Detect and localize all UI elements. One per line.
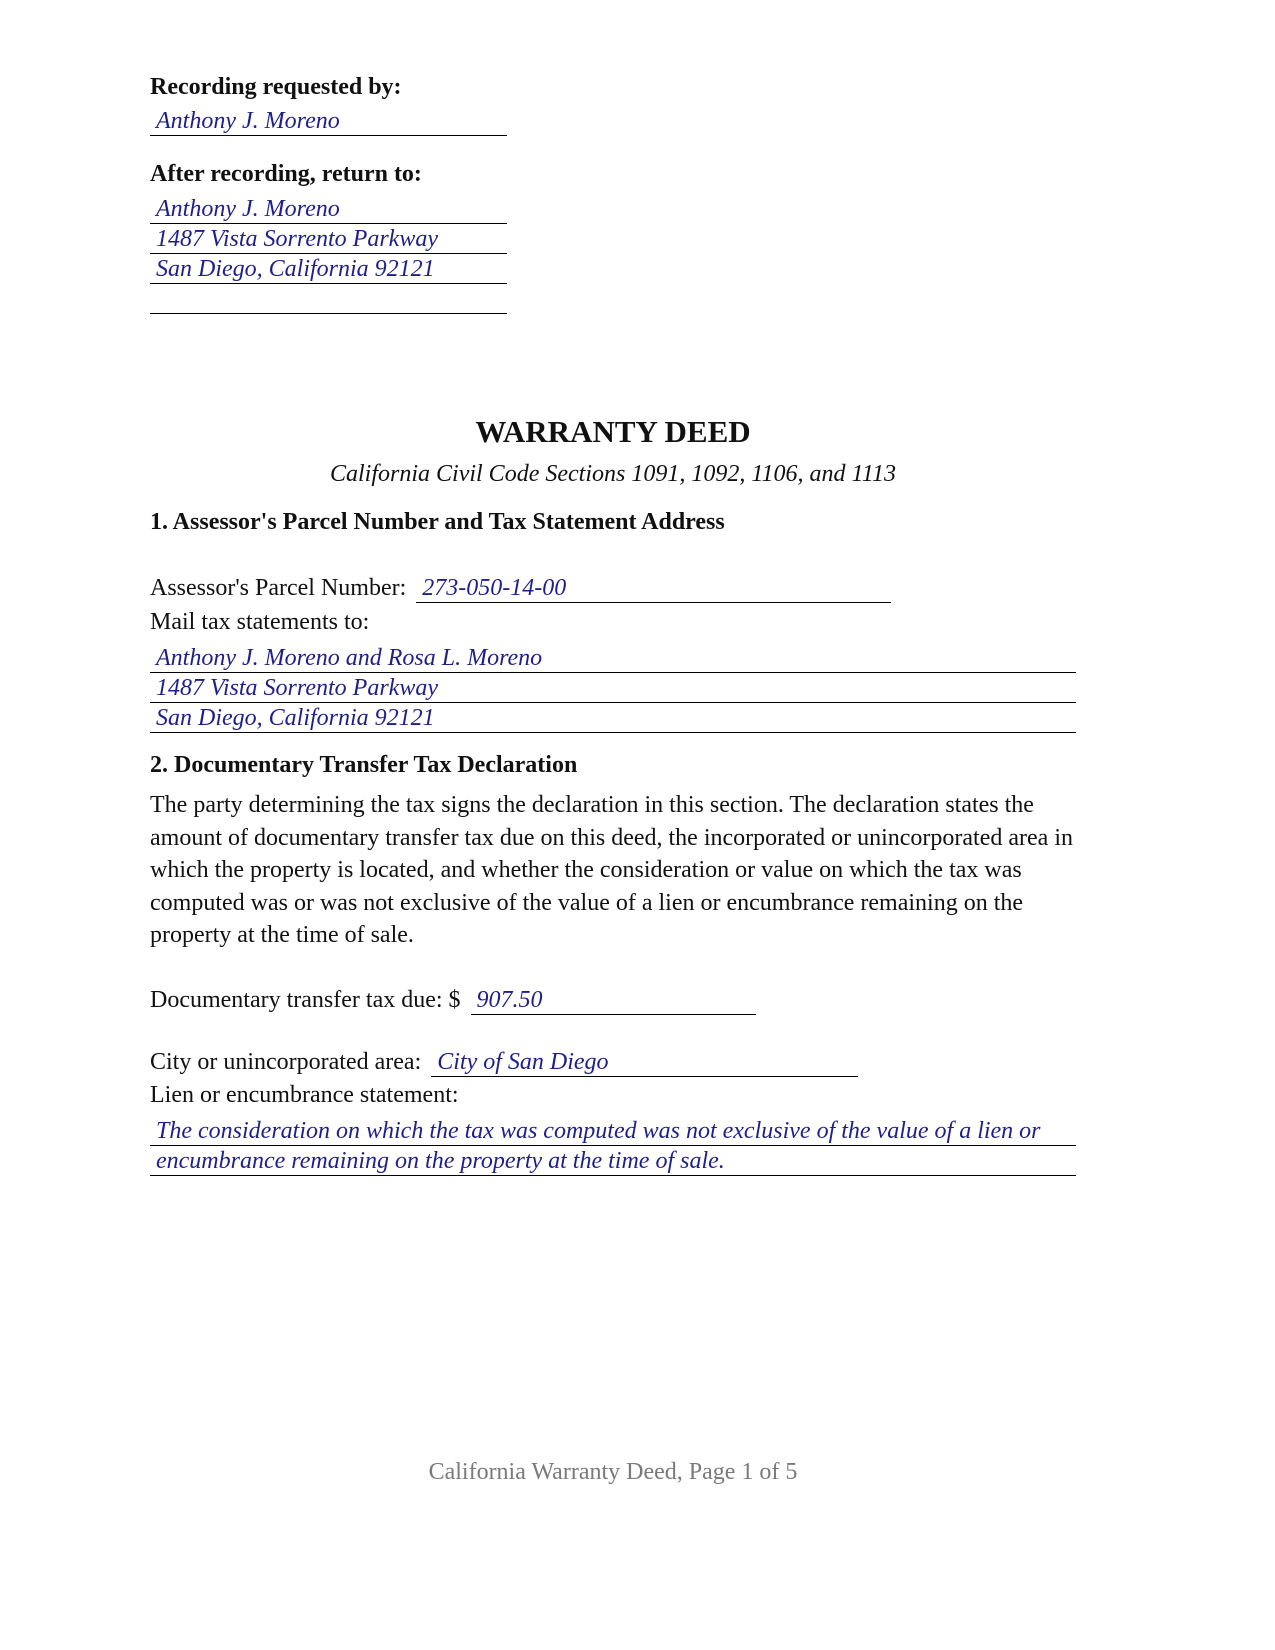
return-to-line-4[interactable]: [150, 284, 507, 314]
area-label: City or unincorporated area:: [150, 1049, 422, 1075]
lien-label: Lien or encumbrance statement:: [150, 1082, 459, 1108]
lien-line-1[interactable]: The consideration on which the tax was computed was not exclusive of the value of a lien or: [150, 1116, 1076, 1146]
document-subtitle: California Civil Code Sections 1091, 1092, 1106, and 1113: [330, 461, 896, 487]
tax-due-label: Documentary transfer tax due: $: [150, 987, 461, 1013]
section1-heading: 1. Assessor's Parcel Number and Tax Statement Address: [150, 509, 725, 535]
return-to-line-1[interactable]: Anthony J. Moreno: [150, 194, 507, 224]
tax-due-row: [150, 985, 756, 1015]
area-field[interactable]: City of San Diego: [431, 1047, 858, 1077]
apn-label: Assessor's Parcel Number:: [150, 575, 407, 601]
section2-heading: 2. Documentary Transfer Tax Declaration: [150, 752, 578, 778]
return-to-line-2[interactable]: 1487 Vista Sorrento Parkway: [150, 224, 507, 254]
return-to-line-3[interactable]: San Diego, California 92121: [150, 254, 507, 284]
area-row: [150, 1047, 858, 1077]
section2-paragraph: The party determining the tax signs the declaration in this section. The declaration states the amount of documentary transfer tax due on this deed, the incorporated or unincorporated area in which the property is located, and whether the consideration or value on which the tax was computed was or was not exclusive of the value of a lien or encumbrance remaining on the property at the time of sale.: [150, 792, 1073, 948]
document-title: WARRANTY DEED: [475, 414, 751, 449]
page-footer: California Warranty Deed, Page 1 of 5: [428, 1459, 798, 1485]
tax-due-field[interactable]: 907.50: [471, 985, 756, 1015]
return-to-label: After recording, return to:: [150, 161, 422, 187]
mail-tax-label: Mail tax statements to:: [150, 609, 370, 635]
mail-tax-line-3[interactable]: San Diego, California 92121: [150, 703, 1076, 733]
mail-tax-line-2[interactable]: 1487 Vista Sorrento Parkway: [150, 673, 1076, 703]
recording-requested-field[interactable]: Anthony J. Moreno: [150, 106, 507, 136]
apn-row: [150, 573, 891, 603]
mail-tax-line-1[interactable]: Anthony J. Moreno and Rosa L. Moreno: [150, 643, 1076, 673]
recording-requested-label: Recording requested by:: [150, 74, 402, 100]
deed-page: [150, 0, 1126, 1650]
lien-line-2[interactable]: encumbrance remaining on the property at the time of sale.: [150, 1146, 1076, 1176]
apn-field[interactable]: 273-050-14-00: [416, 573, 891, 603]
